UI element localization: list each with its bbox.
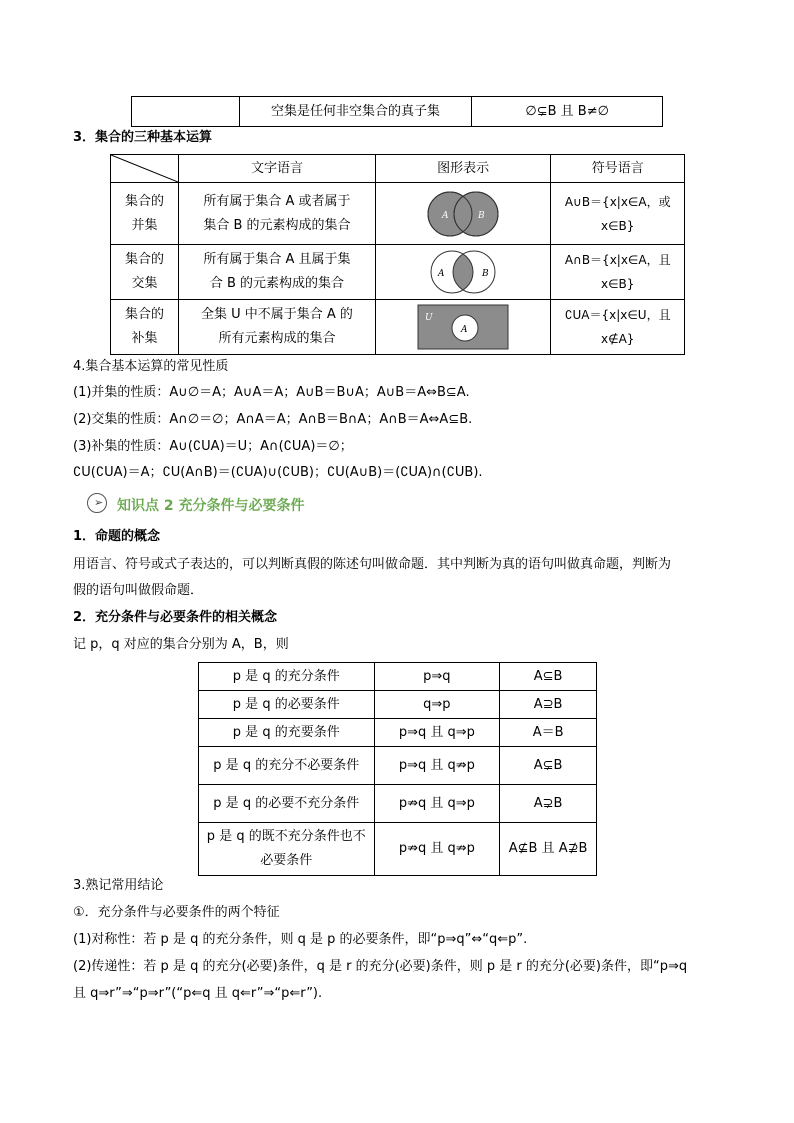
cond-row-2-logic: q⇒p xyxy=(374,691,500,719)
intersection-diagram-cell xyxy=(375,245,551,300)
set-operations-table xyxy=(110,154,685,355)
cond-row-4-set: A⊊B xyxy=(500,747,597,785)
venn-label-a: A xyxy=(461,325,468,335)
top-table-cell-2: 空集是任何非空集合的真子集 xyxy=(239,97,472,127)
cond-row-4-logic: p⇒q 且 q⇏p xyxy=(374,747,500,785)
diagonal-line xyxy=(111,155,178,182)
conditions-heading: 2．充分条件与必要条件的相关概念 xyxy=(73,610,278,625)
knowledge-point-icon: ➢ xyxy=(87,493,107,513)
union-venn-diagram xyxy=(418,189,508,239)
complement-venn-diagram xyxy=(417,304,509,350)
proposition-paragraph-line-2: 假的语句叫做假命题． xyxy=(73,583,204,598)
top-table xyxy=(131,96,663,127)
cond-row-3-logic: p⇒q 且 q⇒p xyxy=(374,719,500,747)
cond-row-1-set: A⊆B xyxy=(500,663,597,691)
union-text: 所有属于集合 A 或者属于 集合 B 的元素构成的集合 xyxy=(179,183,376,245)
header-text-language: 文字语言 xyxy=(179,155,376,183)
conditions-intro: 记 p，q 对应的集合分别为 A，B，则 xyxy=(73,637,289,652)
intersection-text: 所有属于集合 A 且属于集 合 B 的元素构成的集合 xyxy=(179,245,376,300)
proposition-paragraph-line-1: 用语言、符号或式子表达的，可以判断真假的陈述句叫做命题．其中判断为真的语句叫做真命题，判断为 xyxy=(73,557,672,572)
cond-row-5-set: A⊋B xyxy=(500,785,597,823)
symmetry-property: (1)对称性：若 p 是 q 的充分条件，则 q 是 p 的必要条件，即“p⇒q”⇔“q⇐p”. xyxy=(73,932,528,947)
cond-row-1-logic: p⇒q xyxy=(374,663,500,691)
cond-row-2-desc: p 是 q 的必要条件 xyxy=(199,691,375,719)
top-table-cell-1 xyxy=(132,97,240,127)
conditions-table xyxy=(198,662,597,876)
venn-label-a: A xyxy=(442,210,449,221)
cond-row-2-set: A⊇B xyxy=(500,691,597,719)
cond-row-3-desc: p 是 q 的充要条件 xyxy=(199,719,375,747)
transitivity-property-cont: 且 q⇒r”⇒“p⇒r”(“p⇐q 且 q⇐r”⇒“p⇐r”). xyxy=(73,986,323,1001)
section-4-heading: 4.集合基本运算的常见性质 xyxy=(73,359,229,374)
header-diagonal-cell xyxy=(111,155,179,183)
venn-label-b: B xyxy=(478,210,485,221)
intersection-name: 集合的 交集 xyxy=(111,245,179,300)
cond-row-5-logic: p⇏q 且 q⇒p xyxy=(374,785,500,823)
union-symbol: A∪B＝{x|x∈A，或 x∈B} xyxy=(551,183,685,245)
top-table-cell-3: ∅⊊B 且 B≠∅ xyxy=(472,97,663,127)
cond-row-4-desc: p 是 q 的充分不必要条件 xyxy=(199,747,375,785)
header-symbol-language: 符号语言 xyxy=(551,155,685,183)
intersection-properties: (2)交集的性质：A∩∅＝∅；A∩A＝A；A∩B＝B∩A；A∩B＝A⇔A⊆B. xyxy=(73,412,473,427)
common-conclusions-heading: 3.熟记常用结论 xyxy=(73,878,164,893)
venn-label-a: A xyxy=(438,269,445,279)
venn-label-u: U xyxy=(425,313,433,323)
cond-row-3-set: A＝B xyxy=(500,719,597,747)
cond-row-1-desc: p 是 q 的充分条件 xyxy=(199,663,375,691)
intersection-symbol: A∩B＝{x|x∈A，且 x∈B} xyxy=(551,245,685,300)
cond-row-6-desc: p 是 q 的既不充分条件也不 必要条件 xyxy=(199,823,375,876)
knowledge-point-2-title: 知识点 2 充分条件与必要条件 xyxy=(117,498,305,514)
union-name: 集合的 并集 xyxy=(111,183,179,245)
complement-properties: (3)补集的性质：A∪(∁UA)＝U；A∩(∁UA)＝∅； xyxy=(73,439,353,454)
venn-label-b: B xyxy=(482,269,489,279)
two-features-heading: ①．充分条件与必要条件的两个特征 xyxy=(73,905,280,920)
union-properties: (1)并集的性质：A∪∅＝A；A∪A＝A；A∪B＝B∪A；A∪B＝A⇔B⊆A. xyxy=(73,385,470,400)
complement-name: 集合的 补集 xyxy=(111,300,179,355)
cond-row-6-set: A⊈B 且 A⊉B xyxy=(500,823,597,876)
section-3-heading: 3．集合的三种基本运算 xyxy=(73,130,213,145)
complement-symbol: ∁UA＝{x|x∈U，且 x∉A} xyxy=(551,300,685,355)
complement-text: 全集 U 中不属于集合 A 的 所有元素构成的集合 xyxy=(179,300,376,355)
cond-row-5-desc: p 是 q 的必要不充分条件 xyxy=(199,785,375,823)
cond-row-6-logic: p⇏q 且 q⇏p xyxy=(374,823,500,876)
intersection-venn-diagram xyxy=(418,247,508,297)
union-diagram-cell xyxy=(375,183,551,245)
complement-diagram-cell xyxy=(375,300,551,355)
proposition-heading: 1．命题的概念 xyxy=(73,529,161,544)
complement-properties-cont: ∁U(∁UA)＝A；∁U(A∩B)＝(∁UA)∪(∁UB)；∁U(A∪B)＝(∁UA)∩(∁UB). xyxy=(73,465,483,480)
header-diagram: 图形表示 xyxy=(375,155,551,183)
transitivity-property: (2)传递性：若 p 是 q 的充分(必要)条件，q 是 r 的充分(必要)条件，则 p 是 r 的充分(必要)条件，即“p⇒q xyxy=(73,959,688,974)
